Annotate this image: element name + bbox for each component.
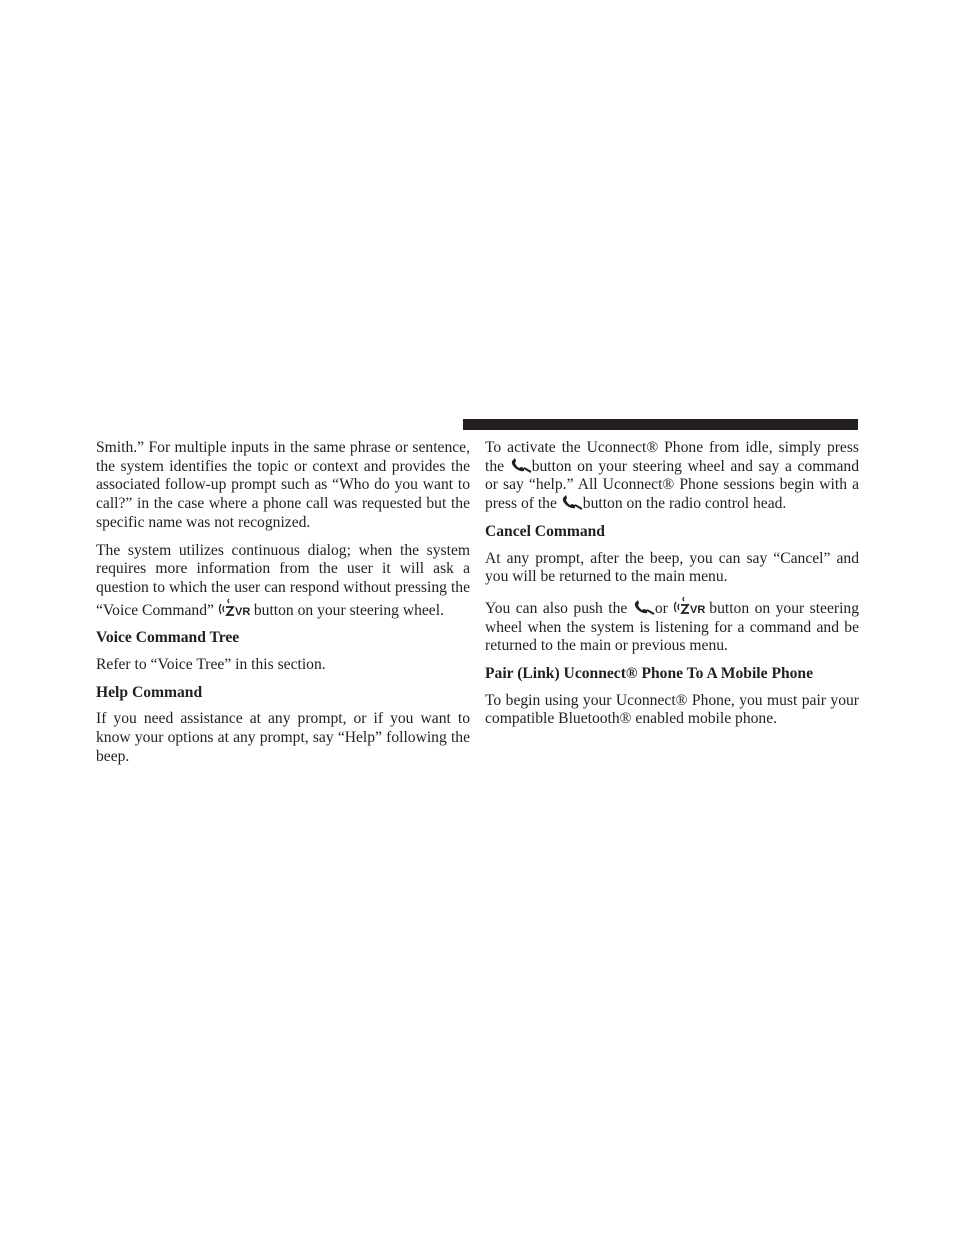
- voice-icon-label: VR: [234, 605, 251, 618]
- voice-command-icon: [218, 598, 254, 618]
- left-column: [96, 439, 470, 776]
- text: button on your steering wheel when the system is listening for a command and be returned to the main or previous menu.: [485, 599, 860, 655]
- text: To activate the Uconnect® Phone from idle, simply press the: [485, 439, 859, 475]
- paragraph-activate-phone: [485, 439, 859, 514]
- text: You can also push the: [485, 599, 633, 617]
- text: button on your steering wheel.: [253, 601, 444, 619]
- section-header-bar: [463, 419, 858, 430]
- phone-handset-icon: [633, 600, 655, 616]
- phone-handset-icon: [510, 458, 532, 474]
- text: The system utilizes continuous dialog; when the system requires more information from the user it will ask a question to which the user can respond without pressing the “Voice Command”: [96, 541, 470, 619]
- text: button on the radio control head.: [582, 495, 787, 513]
- heading-voice-command-tree: Voice Command Tree: [96, 629, 240, 647]
- voice-command-icon: [673, 596, 709, 616]
- paragraph-push-button: [485, 596, 859, 656]
- paragraph-refer-voice-tree: Refer to “Voice Tree” in this section.: [96, 656, 326, 674]
- phone-handset-icon: [561, 495, 583, 511]
- paragraph-follow-up-prompt: Smith.” For multiple inputs in the same phrase or sentence, the system identifies the topic or context and provides the associated follow-up prompt such as “Who do you want to call?” in the case where a phone call was requested but the specific name was not recognized.: [96, 439, 470, 531]
- voice-icon-label: VR: [690, 603, 706, 616]
- paragraph-pair-phone: To begin using your Uconnect® Phone, you must pair your compatible Bluetooth® enabled mobile phone.: [485, 691, 859, 728]
- text: button on your steering wheel and say a command or say “help.” All Uconnect® Phone sessions begin with a press of the: [485, 457, 860, 513]
- text: or: [654, 599, 674, 617]
- paragraph-cancel: At any prompt, after the beep, you can say “Cancel” and you will be returned to the main menu.: [485, 549, 859, 586]
- heading-pair-phone: Pair (Link) Uconnect® Phone To A Mobile Phone: [485, 665, 814, 683]
- paragraph-continuous-dialog: [96, 542, 470, 621]
- heading-cancel-command: Cancel Command: [485, 522, 605, 540]
- paragraph-help: If you need assistance at any prompt, or if you want to know your options at any prompt, say “Help” following the beep.: [96, 710, 470, 765]
- heading-help-command: Help Command: [96, 683, 203, 701]
- right-column: [485, 439, 859, 738]
